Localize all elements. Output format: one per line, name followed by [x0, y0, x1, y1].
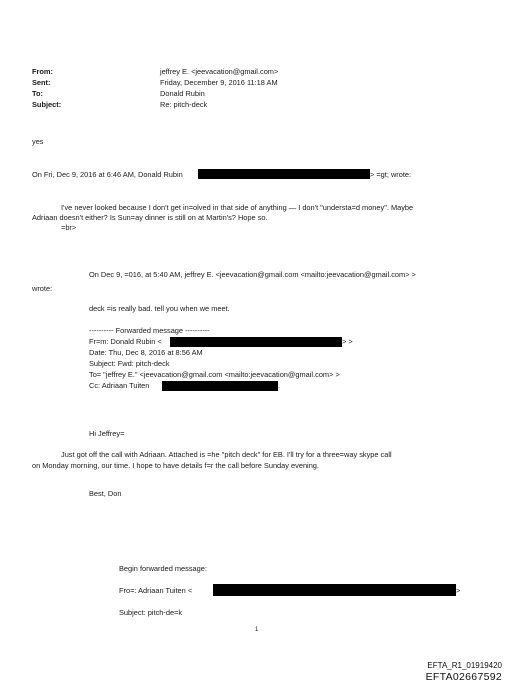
fwd2-from-prefix: Fro=: Adriaan Tuiten < [119, 586, 193, 595]
quote1-suffix: > =gt; wrote: [370, 170, 412, 179]
from-value: jeffrey E. <jeevacation@gmail.com> [160, 67, 279, 76]
to-label: To: [32, 89, 43, 98]
sent-value: Friday, December 9, 2016 11:18 AM [160, 78, 278, 87]
signoff: Best, Don [89, 489, 122, 498]
redaction-bar [213, 584, 456, 596]
fwd-from-prefix: Fr=m: Donald Rubin < [89, 337, 162, 346]
fwd2-from-suffix: > [456, 586, 461, 595]
deck-line: deck =is really bad. tell you when we meet. [89, 304, 230, 313]
begin-forwarded: Begin forwarded message: [119, 564, 207, 573]
bates-number-large: EFTA02667592 [425, 671, 502, 683]
fwd-cc-suffix: . [278, 381, 281, 390]
fwd-subject: Subject: Fwd: pitch-deck [89, 359, 170, 368]
quote1-prefix: On Fri, Dec 9, 2016 at 6:46 AM, Donald Rubin [32, 170, 183, 179]
fwd-from-suffix: > > [342, 337, 353, 346]
subject-value: Re: pitch-deck [160, 100, 208, 109]
to-value: Donald Rubin [160, 89, 205, 98]
para2-line2: on Monday morning, our time. I hope to have details f=r the call before Sunday evening. [32, 461, 319, 470]
greeting: Hi Jeffrey= [89, 429, 125, 438]
sent-label: Sent: [32, 78, 51, 87]
para1-line3: =br> [61, 223, 77, 232]
reply-text: yes [32, 137, 44, 146]
fwd-date: Date: Thu, Dec 8, 2016 at 8:56 AM [89, 348, 203, 357]
quote2-line1: On Dec 9, =016, at 5:40 AM, jeffrey E. <jeevacation@gmail.com <mailto:jeevacation@gmail.com> > [89, 270, 416, 279]
redaction-bar [198, 169, 370, 179]
fwd2-subject: Subject: pitch-de=k [119, 608, 183, 617]
fwd-cc-prefix: Cc: Adriaan Tuiten [89, 381, 150, 390]
fwd-to: To= "jeffrey E." <jeevacation@gmail.com <mailto:jeevacation@gmail.com> > [89, 370, 340, 379]
para2-line1: Just got off the call with Adriaan. Attached is =he "pitch deck" for EB. I'll try for a three=way skype call [61, 450, 392, 459]
bates-number-small: EFTA_R1_01919420 [427, 661, 502, 670]
para1-line1: I've never looked because I don't get in=olved in that side of anything — I don't "understa=d money". Maybe [61, 203, 414, 212]
from-label: From: [32, 67, 53, 76]
redaction-bar [162, 381, 281, 391]
quote2-line2: wrote: [32, 284, 53, 293]
redaction-bar [170, 337, 342, 347]
page-number: 1 [255, 627, 259, 633]
forwarded-header: ---------- Forwarded message ---------- [89, 326, 210, 335]
para1-line2: Adriaan doesn't either? Is Sun=ay dinner is still on at Martin's? Hope so. [32, 213, 268, 222]
subject-label: Subject: [32, 100, 62, 109]
